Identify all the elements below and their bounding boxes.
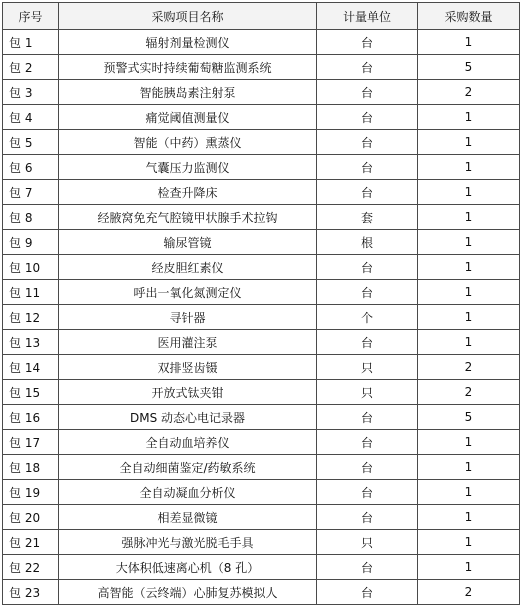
cell-item-name: 输尿管镜: [59, 230, 317, 255]
cell-quantity: 1: [418, 555, 520, 580]
table-row: [3, 105, 520, 130]
cell-serial: 包 3: [3, 80, 59, 105]
cell-serial: 包 14: [3, 355, 59, 380]
cell-quantity: 1: [418, 155, 520, 180]
table-row: [3, 330, 520, 355]
table-row: [3, 380, 520, 405]
cell-item-name: 呼出一氧化氮测定仪: [59, 280, 317, 305]
cell-item-name: 辐射剂量检测仪: [59, 30, 317, 55]
cell-quantity: 2: [418, 380, 520, 405]
cell-unit: 台: [317, 130, 418, 155]
cell-quantity: 1: [418, 130, 520, 155]
cell-serial: 包 15: [3, 380, 59, 405]
cell-quantity: 2: [418, 580, 520, 605]
cell-item-name: 预警式实时持续葡萄糖监测系统: [59, 55, 317, 80]
cell-item-name: 检查升降床: [59, 180, 317, 205]
cell-item-name: 痛觉阈值测量仪: [59, 105, 317, 130]
header-unit: 计量单位: [317, 3, 418, 30]
cell-unit: 台: [317, 580, 418, 605]
cell-quantity: 1: [418, 330, 520, 355]
cell-serial: 包 1: [3, 30, 59, 55]
cell-quantity: 1: [418, 430, 520, 455]
cell-item-name: 全自动凝血分析仪: [59, 480, 317, 505]
cell-quantity: 1: [418, 530, 520, 555]
cell-unit: 台: [317, 280, 418, 305]
cell-unit: 台: [317, 455, 418, 480]
table-row: [3, 580, 520, 605]
cell-serial: 包 8: [3, 205, 59, 230]
cell-quantity: 1: [418, 505, 520, 530]
cell-item-name: 经皮胆红素仪: [59, 255, 317, 280]
table-header-row: [3, 3, 520, 30]
cell-quantity: 1: [418, 105, 520, 130]
cell-quantity: 2: [418, 80, 520, 105]
cell-quantity: 1: [418, 180, 520, 205]
table-row: [3, 530, 520, 555]
cell-item-name: DMS 动态心电记录器: [59, 405, 317, 430]
table-row: [3, 455, 520, 480]
cell-quantity: 1: [418, 480, 520, 505]
cell-unit: 台: [317, 80, 418, 105]
cell-serial: 包 10: [3, 255, 59, 280]
cell-unit: 台: [317, 255, 418, 280]
cell-serial: 包 21: [3, 530, 59, 555]
cell-serial: 包 18: [3, 455, 59, 480]
cell-item-name: 全自动细菌鉴定/药敏系统: [59, 455, 317, 480]
header-serial: 序号: [3, 3, 59, 30]
table-row: [3, 155, 520, 180]
cell-item-name: 全自动血培养仪: [59, 430, 317, 455]
cell-unit: 只: [317, 355, 418, 380]
cell-unit: 台: [317, 155, 418, 180]
procurement-table: [2, 2, 520, 605]
cell-unit: 台: [317, 30, 418, 55]
cell-item-name: 经腋窝免充气腔镜甲状腺手术拉钩: [59, 205, 317, 230]
table-body: [3, 30, 520, 605]
cell-serial: 包 20: [3, 505, 59, 530]
cell-quantity: 1: [418, 255, 520, 280]
cell-item-name: 强脉冲光与激光脱毛手具: [59, 530, 317, 555]
cell-unit: 套: [317, 205, 418, 230]
cell-item-name: 相差显微镜: [59, 505, 317, 530]
cell-quantity: 1: [418, 280, 520, 305]
table-row: [3, 30, 520, 55]
cell-serial: 包 13: [3, 330, 59, 355]
cell-item-name: 双排竖齿镊: [59, 355, 317, 380]
cell-item-name: 寻针器: [59, 305, 317, 330]
cell-unit: 台: [317, 430, 418, 455]
cell-item-name: 智能（中药）熏蒸仪: [59, 130, 317, 155]
cell-serial: 包 16: [3, 405, 59, 430]
cell-unit: 台: [317, 55, 418, 80]
cell-unit: 只: [317, 380, 418, 405]
cell-serial: 包 7: [3, 180, 59, 205]
table-row: [3, 255, 520, 280]
table-row: [3, 55, 520, 80]
cell-unit: 台: [317, 480, 418, 505]
header-quantity: 采购数量: [418, 3, 520, 30]
cell-serial: 包 17: [3, 430, 59, 455]
cell-unit: 台: [317, 330, 418, 355]
cell-item-name: 高智能（云终端）心肺复苏模拟人: [59, 580, 317, 605]
cell-item-name: 智能胰岛素注射泵: [59, 80, 317, 105]
cell-serial: 包 9: [3, 230, 59, 255]
cell-quantity: 1: [418, 230, 520, 255]
cell-item-name: 开放式钛夹钳: [59, 380, 317, 405]
cell-quantity: 1: [418, 455, 520, 480]
table-row: [3, 205, 520, 230]
cell-quantity: 5: [418, 405, 520, 430]
cell-serial: 包 19: [3, 480, 59, 505]
cell-quantity: 1: [418, 30, 520, 55]
cell-quantity: 1: [418, 305, 520, 330]
table-row: [3, 280, 520, 305]
cell-serial: 包 5: [3, 130, 59, 155]
cell-serial: 包 11: [3, 280, 59, 305]
procurement-table-container: [2, 2, 519, 605]
table-row: [3, 80, 520, 105]
table-row: [3, 180, 520, 205]
cell-item-name: 医用灌注泵: [59, 330, 317, 355]
cell-unit: 台: [317, 555, 418, 580]
cell-quantity: 5: [418, 55, 520, 80]
cell-item-name: 大体积低速离心机（8 孔）: [59, 555, 317, 580]
table-row: [3, 555, 520, 580]
header-item-name: 采购项目名称: [59, 3, 317, 30]
cell-serial: 包 4: [3, 105, 59, 130]
cell-serial: 包 2: [3, 55, 59, 80]
table-row: [3, 505, 520, 530]
cell-item-name: 气囊压力监测仪: [59, 155, 317, 180]
table-row: [3, 405, 520, 430]
cell-unit: 个: [317, 305, 418, 330]
table-row: [3, 430, 520, 455]
table-row: [3, 355, 520, 380]
cell-unit: 台: [317, 180, 418, 205]
cell-unit: 根: [317, 230, 418, 255]
cell-unit: 只: [317, 530, 418, 555]
cell-unit: 台: [317, 505, 418, 530]
cell-quantity: 1: [418, 205, 520, 230]
cell-serial: 包 12: [3, 305, 59, 330]
table-row: [3, 305, 520, 330]
cell-unit: 台: [317, 105, 418, 130]
cell-quantity: 2: [418, 355, 520, 380]
cell-serial: 包 22: [3, 555, 59, 580]
table-row: [3, 130, 520, 155]
table-row: [3, 230, 520, 255]
cell-serial: 包 6: [3, 155, 59, 180]
cell-serial: 包 23: [3, 580, 59, 605]
cell-unit: 台: [317, 405, 418, 430]
table-row: [3, 480, 520, 505]
